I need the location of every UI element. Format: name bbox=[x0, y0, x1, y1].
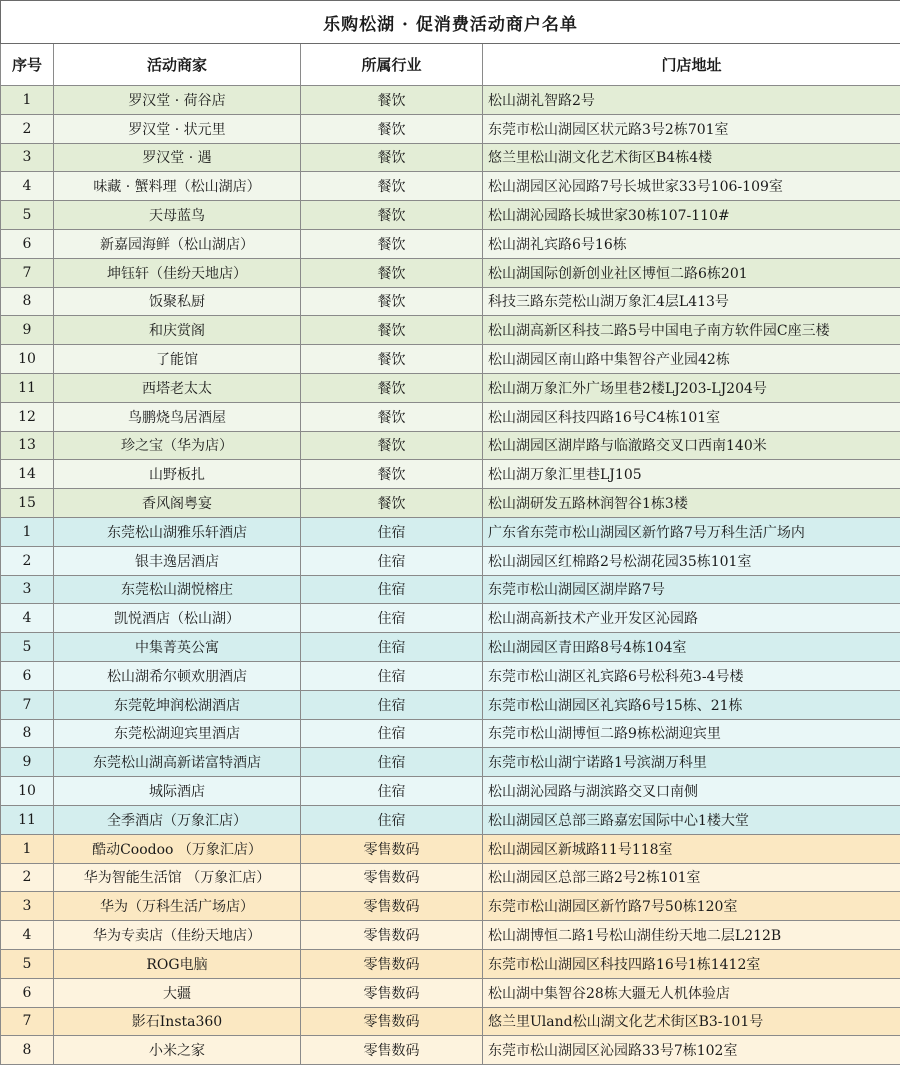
index-cell: 2 bbox=[1, 114, 54, 143]
merchant-name-cell: 松山湖希尔顿欢朋酒店 bbox=[54, 661, 301, 690]
merchant-name-cell: 东莞松湖迎宾里酒店 bbox=[54, 719, 301, 748]
address-cell: 东莞市松山湖园区新竹路7号50栋120室 bbox=[483, 892, 900, 921]
table-row bbox=[1, 748, 900, 777]
table-row bbox=[1, 431, 900, 460]
industry-cell: 餐饮 bbox=[301, 201, 483, 230]
industry-cell: 餐饮 bbox=[301, 172, 483, 201]
address-cell: 松山湖礼宾路6号16栋 bbox=[483, 229, 900, 258]
address-cell: 东莞市松山湖园区科技四路16号1栋1412室 bbox=[483, 949, 900, 978]
address-cell: 科技三路东莞松山湖万象汇4层L413号 bbox=[483, 287, 900, 316]
index-cell: 6 bbox=[1, 978, 54, 1007]
industry-cell: 餐饮 bbox=[301, 402, 483, 431]
index-cell: 3 bbox=[1, 892, 54, 921]
industry-cell: 住宿 bbox=[301, 748, 483, 777]
merchant-name-cell: 山野板扎 bbox=[54, 460, 301, 489]
merchant-name-cell: 新嘉园海鲜（松山湖店） bbox=[54, 229, 301, 258]
table-row bbox=[1, 517, 900, 546]
address-cell: 松山湖园区科技四路16号C4栋101室 bbox=[483, 402, 900, 431]
industry-cell: 餐饮 bbox=[301, 114, 483, 143]
table-row bbox=[1, 143, 900, 172]
merchant-name-cell: 天母蓝鸟 bbox=[54, 201, 301, 230]
index-cell: 6 bbox=[1, 229, 54, 258]
index-cell: 2 bbox=[1, 546, 54, 575]
merchant-name-cell: 华为专卖店（佳纷天地店） bbox=[54, 921, 301, 950]
table-row bbox=[1, 777, 900, 806]
industry-cell: 餐饮 bbox=[301, 229, 483, 258]
industry-cell: 餐饮 bbox=[301, 316, 483, 345]
header-merchant: 活动商家 bbox=[54, 44, 301, 86]
index-cell: 12 bbox=[1, 402, 54, 431]
table-row bbox=[1, 172, 900, 201]
index-cell: 1 bbox=[1, 86, 54, 115]
address-cell: 东莞市松山湖园区湖岸路7号 bbox=[483, 575, 900, 604]
table-body bbox=[1, 86, 900, 1065]
table-row bbox=[1, 949, 900, 978]
index-cell: 2 bbox=[1, 863, 54, 892]
merchant-name-cell: 坤钰轩（佳纷天地店） bbox=[54, 258, 301, 287]
index-cell: 14 bbox=[1, 460, 54, 489]
merchant-name-cell: 和庆赏阁 bbox=[54, 316, 301, 345]
industry-cell: 餐饮 bbox=[301, 460, 483, 489]
index-cell: 11 bbox=[1, 373, 54, 402]
merchant-name-cell: 西塔老太太 bbox=[54, 373, 301, 402]
address-cell: 松山湖园区湖岸路与临澈路交叉口西南140米 bbox=[483, 431, 900, 460]
address-cell: 东莞市松山湖园区沁园路33号7栋102室 bbox=[483, 1036, 900, 1065]
merchant-name-cell: 华为智能生活馆 （万象汇店） bbox=[54, 863, 301, 892]
industry-cell: 住宿 bbox=[301, 633, 483, 662]
industry-cell: 餐饮 bbox=[301, 287, 483, 316]
industry-cell: 零售数码 bbox=[301, 978, 483, 1007]
address-cell: 松山湖园区红棉路2号松湖花园35栋101室 bbox=[483, 546, 900, 575]
index-cell: 11 bbox=[1, 805, 54, 834]
table-row bbox=[1, 892, 900, 921]
merchant-name-cell: ROG电脑 bbox=[54, 949, 301, 978]
merchant-name-cell: 城际酒店 bbox=[54, 777, 301, 806]
index-cell: 9 bbox=[1, 316, 54, 345]
table-row bbox=[1, 921, 900, 950]
index-cell: 4 bbox=[1, 172, 54, 201]
index-cell: 3 bbox=[1, 143, 54, 172]
industry-cell: 零售数码 bbox=[301, 949, 483, 978]
address-cell: 松山湖万象汇外广场里巷2楼LJ203-LJ204号 bbox=[483, 373, 900, 402]
address-cell: 松山湖园区沁园路7号长城世家33号106-109室 bbox=[483, 172, 900, 201]
address-cell: 松山湖园区总部三路嘉宏国际中心1楼大堂 bbox=[483, 805, 900, 834]
header-industry: 所属行业 bbox=[301, 44, 483, 86]
merchant-name-cell: 银丰逸居酒店 bbox=[54, 546, 301, 575]
address-cell: 悠兰里松山湖文化艺术街区B4栋4楼 bbox=[483, 143, 900, 172]
table-row bbox=[1, 575, 900, 604]
industry-cell: 餐饮 bbox=[301, 258, 483, 287]
index-cell: 8 bbox=[1, 1036, 54, 1065]
address-cell: 松山湖高新区科技二路5号中国电子南方软件园C座三楼 bbox=[483, 316, 900, 345]
merchant-name-cell: 华为（万科生活广场店） bbox=[54, 892, 301, 921]
index-cell: 5 bbox=[1, 949, 54, 978]
address-cell: 松山湖沁园路长城世家30栋107-110# bbox=[483, 201, 900, 230]
address-cell: 松山湖礼智路2号 bbox=[483, 86, 900, 115]
table-row bbox=[1, 604, 900, 633]
table-row bbox=[1, 978, 900, 1007]
table-row bbox=[1, 86, 900, 115]
industry-cell: 餐饮 bbox=[301, 86, 483, 115]
table-row bbox=[1, 489, 900, 518]
table-row bbox=[1, 402, 900, 431]
address-cell: 松山湖园区总部三路2号2栋101室 bbox=[483, 863, 900, 892]
table-row bbox=[1, 316, 900, 345]
address-cell: 东莞市松山湖园区状元路3号2栋701室 bbox=[483, 114, 900, 143]
industry-cell: 住宿 bbox=[301, 690, 483, 719]
table-row bbox=[1, 201, 900, 230]
merchant-name-cell: 中集菁英公寓 bbox=[54, 633, 301, 662]
address-cell: 松山湖沁园路与湖滨路交叉口南侧 bbox=[483, 777, 900, 806]
address-cell: 松山湖中集智谷28栋大疆无人机体验店 bbox=[483, 978, 900, 1007]
table-row bbox=[1, 287, 900, 316]
address-cell: 广东省东莞市松山湖园区新竹路7号万科生活广场内 bbox=[483, 517, 900, 546]
address-cell: 悠兰里Uland松山湖文化艺术街区B3-101号 bbox=[483, 1007, 900, 1036]
merchant-name-cell: 东莞松山湖悦榕庄 bbox=[54, 575, 301, 604]
index-cell: 4 bbox=[1, 921, 54, 950]
index-cell: 5 bbox=[1, 633, 54, 662]
index-cell: 10 bbox=[1, 345, 54, 374]
table-row bbox=[1, 1036, 900, 1065]
industry-cell: 住宿 bbox=[301, 604, 483, 633]
index-cell: 6 bbox=[1, 661, 54, 690]
industry-cell: 餐饮 bbox=[301, 143, 483, 172]
merchant-name-cell: 东莞松山湖高新诺富特酒店 bbox=[54, 748, 301, 777]
index-cell: 9 bbox=[1, 748, 54, 777]
table-row bbox=[1, 661, 900, 690]
table-row bbox=[1, 690, 900, 719]
industry-cell: 零售数码 bbox=[301, 1007, 483, 1036]
address-cell: 松山湖高新技术产业开发区沁园路 bbox=[483, 604, 900, 633]
index-cell: 13 bbox=[1, 431, 54, 460]
address-cell: 松山湖园区南山路中集智谷产业园42栋 bbox=[483, 345, 900, 374]
address-cell: 松山湖万象汇里巷LJ105 bbox=[483, 460, 900, 489]
index-cell: 8 bbox=[1, 287, 54, 316]
industry-cell: 餐饮 bbox=[301, 431, 483, 460]
merchant-name-cell: 全季酒店（万象汇店） bbox=[54, 805, 301, 834]
merchant-name-cell: 罗汉堂 · 状元里 bbox=[54, 114, 301, 143]
industry-cell: 住宿 bbox=[301, 719, 483, 748]
merchant-name-cell: 大疆 bbox=[54, 978, 301, 1007]
industry-cell: 零售数码 bbox=[301, 834, 483, 863]
table-row bbox=[1, 1007, 900, 1036]
address-cell: 东莞市松山湖宁诺路1号滨湖万科里 bbox=[483, 748, 900, 777]
table-row bbox=[1, 460, 900, 489]
table-row bbox=[1, 834, 900, 863]
address-cell: 东莞市松山湖博恒二路9栋松湖迎宾里 bbox=[483, 719, 900, 748]
index-cell: 8 bbox=[1, 719, 54, 748]
address-cell: 东莞市松山湖园区礼宾路6号15栋、21栋 bbox=[483, 690, 900, 719]
address-cell: 东莞市松山湖区礼宾路6号松科苑3-4号楼 bbox=[483, 661, 900, 690]
address-cell: 松山湖博恒二路1号松山湖佳纷天地二层L212B bbox=[483, 921, 900, 950]
industry-cell: 零售数码 bbox=[301, 1036, 483, 1065]
index-cell: 15 bbox=[1, 489, 54, 518]
index-cell: 7 bbox=[1, 690, 54, 719]
industry-cell: 住宿 bbox=[301, 805, 483, 834]
header-row bbox=[1, 44, 900, 86]
table-row bbox=[1, 229, 900, 258]
merchant-name-cell: 东莞松山湖雅乐轩酒店 bbox=[54, 517, 301, 546]
industry-cell: 住宿 bbox=[301, 777, 483, 806]
merchant-name-cell: 珍之宝（华为店） bbox=[54, 431, 301, 460]
industry-cell: 零售数码 bbox=[301, 921, 483, 950]
merchant-name-cell: 凯悦酒店（松山湖） bbox=[54, 604, 301, 633]
industry-cell: 住宿 bbox=[301, 546, 483, 575]
table-row bbox=[1, 345, 900, 374]
table-row bbox=[1, 373, 900, 402]
industry-cell: 住宿 bbox=[301, 575, 483, 604]
merchant-name-cell: 鸟鹏烧鸟居酒屋 bbox=[54, 402, 301, 431]
industry-cell: 餐饮 bbox=[301, 489, 483, 518]
index-cell: 4 bbox=[1, 604, 54, 633]
merchant-name-cell: 小米之家 bbox=[54, 1036, 301, 1065]
industry-cell: 零售数码 bbox=[301, 863, 483, 892]
industry-cell: 餐饮 bbox=[301, 345, 483, 374]
merchant-name-cell: 东莞乾坤润松湖酒店 bbox=[54, 690, 301, 719]
table-row bbox=[1, 863, 900, 892]
industry-cell: 零售数码 bbox=[301, 892, 483, 921]
table-row bbox=[1, 258, 900, 287]
address-cell: 松山湖研发五路林润智谷1栋3楼 bbox=[483, 489, 900, 518]
address-cell: 松山湖园区青田路8号4栋104室 bbox=[483, 633, 900, 662]
table-row bbox=[1, 633, 900, 662]
merchant-name-cell: 罗汉堂 · 遇 bbox=[54, 143, 301, 172]
address-cell: 松山湖园区新城路11号118室 bbox=[483, 834, 900, 863]
table-row bbox=[1, 805, 900, 834]
index-cell: 7 bbox=[1, 258, 54, 287]
merchant-name-cell: 饭聚私厨 bbox=[54, 287, 301, 316]
index-cell: 1 bbox=[1, 834, 54, 863]
industry-cell: 住宿 bbox=[301, 661, 483, 690]
index-cell: 3 bbox=[1, 575, 54, 604]
index-cell: 5 bbox=[1, 201, 54, 230]
table-row bbox=[1, 114, 900, 143]
table-row bbox=[1, 546, 900, 575]
industry-cell: 餐饮 bbox=[301, 373, 483, 402]
industry-cell: 住宿 bbox=[301, 517, 483, 546]
merchant-name-cell: 酷动Coodoo （万象汇店） bbox=[54, 834, 301, 863]
address-cell: 松山湖国际创新创业社区博恒二路6栋201 bbox=[483, 258, 900, 287]
header-index: 序号 bbox=[1, 44, 54, 86]
table-title: 乐购松湖 · 促消费活动商户名单 bbox=[1, 1, 900, 44]
index-cell: 7 bbox=[1, 1007, 54, 1036]
merchant-name-cell: 味藏 · 蟹料理（松山湖店） bbox=[54, 172, 301, 201]
merchant-name-cell: 影石Insta360 bbox=[54, 1007, 301, 1036]
header-address: 门店地址 bbox=[483, 44, 900, 86]
merchant-name-cell: 了能馆 bbox=[54, 345, 301, 374]
index-cell: 1 bbox=[1, 517, 54, 546]
merchant-name-cell: 罗汉堂 · 荷谷店 bbox=[54, 86, 301, 115]
merchant-name-cell: 香风阁粤宴 bbox=[54, 489, 301, 518]
index-cell: 10 bbox=[1, 777, 54, 806]
table-row bbox=[1, 719, 900, 748]
